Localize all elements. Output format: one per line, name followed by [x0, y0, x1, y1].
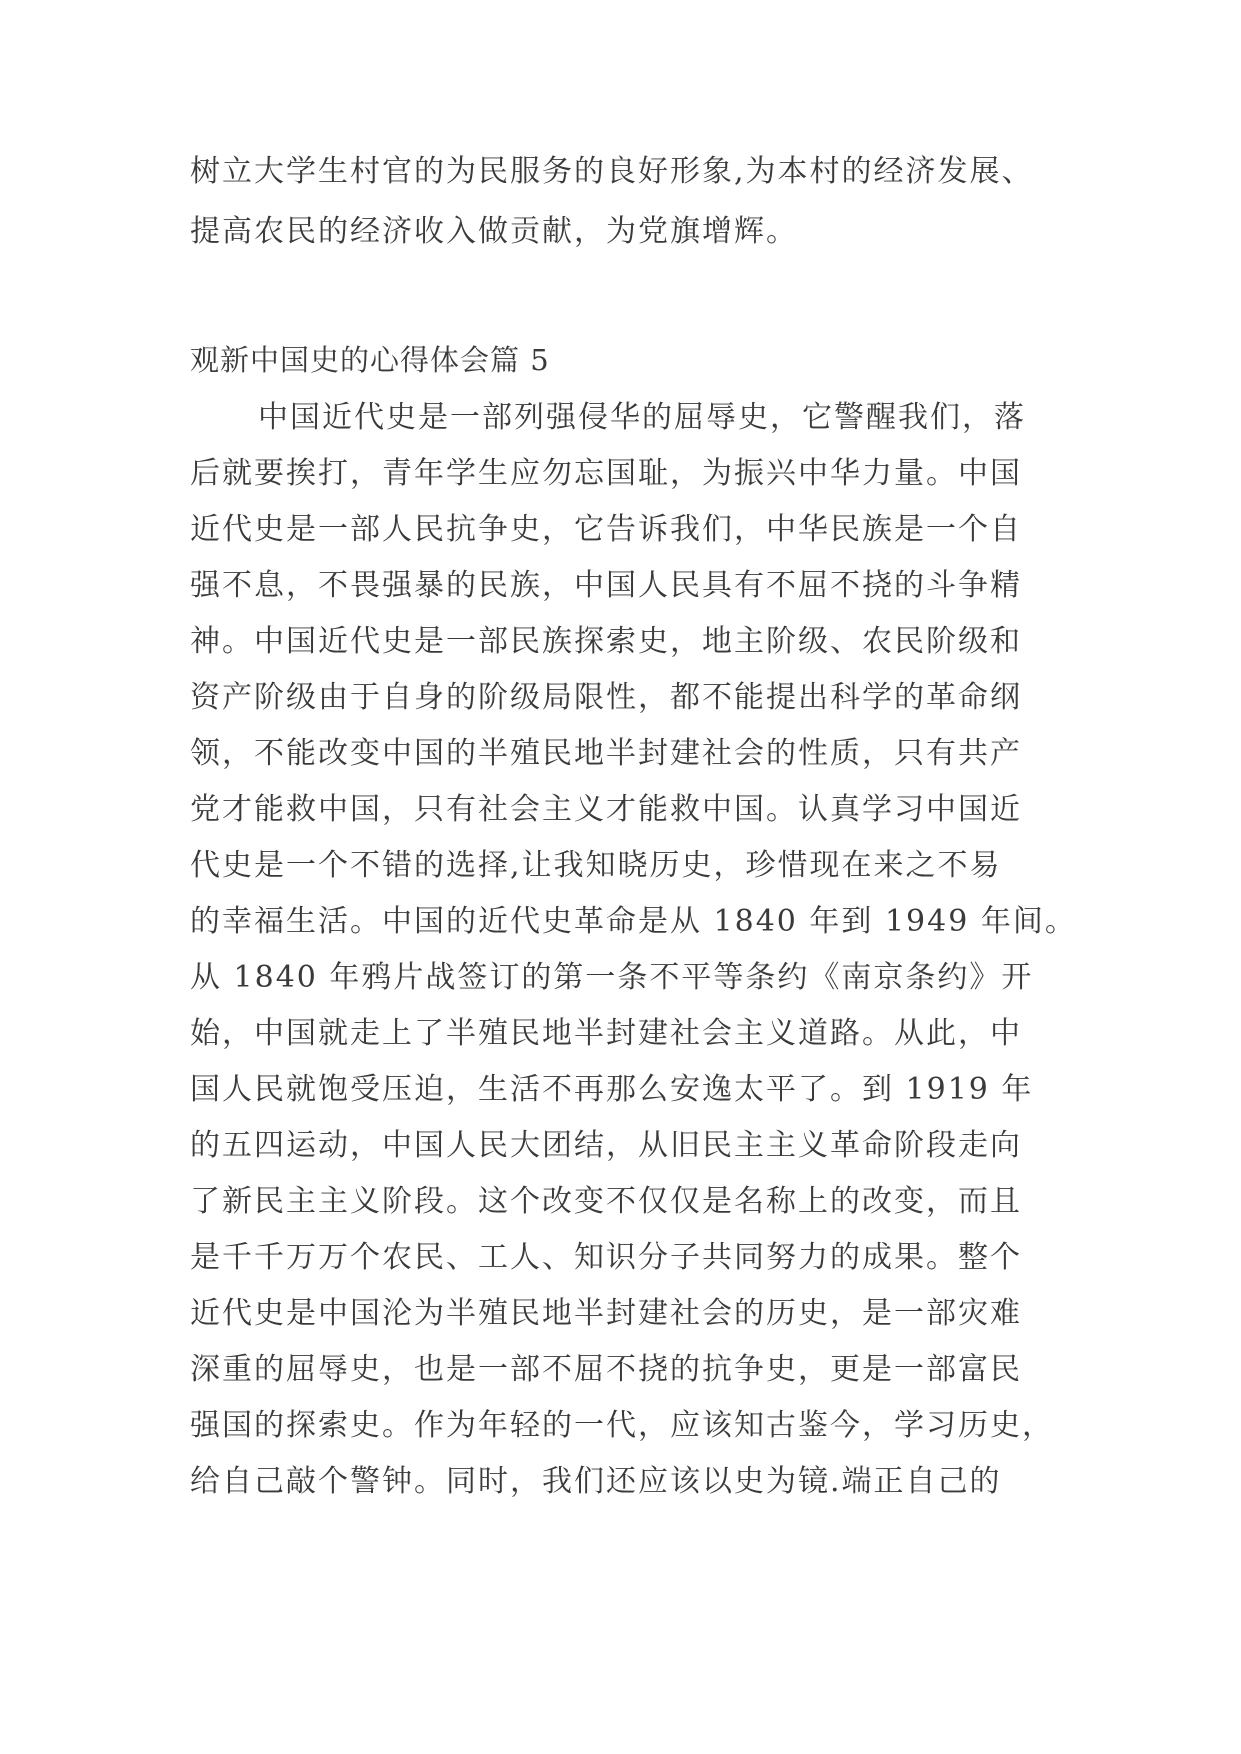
paragraph-line: 始，中国就走上了半殖民地半封建社会主义道路。从此，中	[190, 1016, 1022, 1051]
paragraph-line: 了新民主主义阶段。这个改变不仅仅是名称上的改变，而且	[190, 1184, 1022, 1219]
paragraph-line: 给自己敲个警钟。同时，我们还应该以史为镜.端正自己的	[190, 1464, 1002, 1499]
paragraph-line: 是千千万万个农民、工人、知识分子共同努力的成果。整个	[190, 1240, 1022, 1275]
paragraph-line: 领，不能改变中国的半殖民地半封建社会的性质，只有共产	[190, 736, 1022, 771]
paragraph-line: 党才能救中国，只有社会主义才能救中国。认真学习中国近	[190, 792, 1022, 827]
paragraph-line: 从 1840 年鸦片战签订的第一条不平等条约《南京条约》开	[190, 960, 1034, 995]
paragraph-line: 的五四运动，中国人民大团结，从旧民主主义革命阶段走向	[190, 1128, 1022, 1163]
intro-line: 树立大学生村官的为民服务的良好形象,为本村的经济发展、	[190, 154, 1034, 189]
paragraph-line: 代史是一个不错的选择,让我知晓历史，珍惜现在来之不易	[190, 848, 1002, 883]
paragraph-line: 深重的屈辱史，也是一部不屈不挠的抗争史，更是一部富民	[190, 1352, 1022, 1387]
paragraph-line: 资产阶级由于自身的阶级局限性，都不能提出科学的革命纲	[190, 680, 1022, 715]
intro-line: 提高农民的经济收入做贡献，为党旗增辉。	[190, 214, 798, 249]
paragraph-line: 近代史是一部人民抗争史，它告诉我们，中华民族是一个自	[190, 512, 1022, 547]
paragraph-line: 神。中国近代史是一部民族探索史，地主阶级、农民阶级和	[190, 624, 1022, 659]
paragraph-line: 强不息，不畏强暴的民族，中国人民具有不屈不挠的斗争精	[190, 568, 1022, 603]
paragraph-line: 强国的探索史。作为年轻的一代，应该知古鉴今，学习历史，	[190, 1408, 1054, 1443]
paragraph-line: 国人民就饱受压迫，生活不再那么安逸太平了。到 1919 年	[190, 1072, 1034, 1107]
paragraph-line: 后就要挨打，青年学生应勿忘国耻，为振兴中华力量。中国	[190, 456, 1022, 491]
paragraph-line: 中国近代史是一部列强侵华的屈辱史，它警醒我们，落	[258, 400, 1026, 435]
paragraph-line: 近代史是中国沦为半殖民地半封建社会的历史，是一部灾难	[190, 1296, 1022, 1331]
paragraph-line: 的幸福生活。中国的近代史革命是从 1840 年到 1949 年间。	[190, 904, 1077, 939]
section-title: 观新中国史的心得体会篇 5	[190, 343, 550, 377]
